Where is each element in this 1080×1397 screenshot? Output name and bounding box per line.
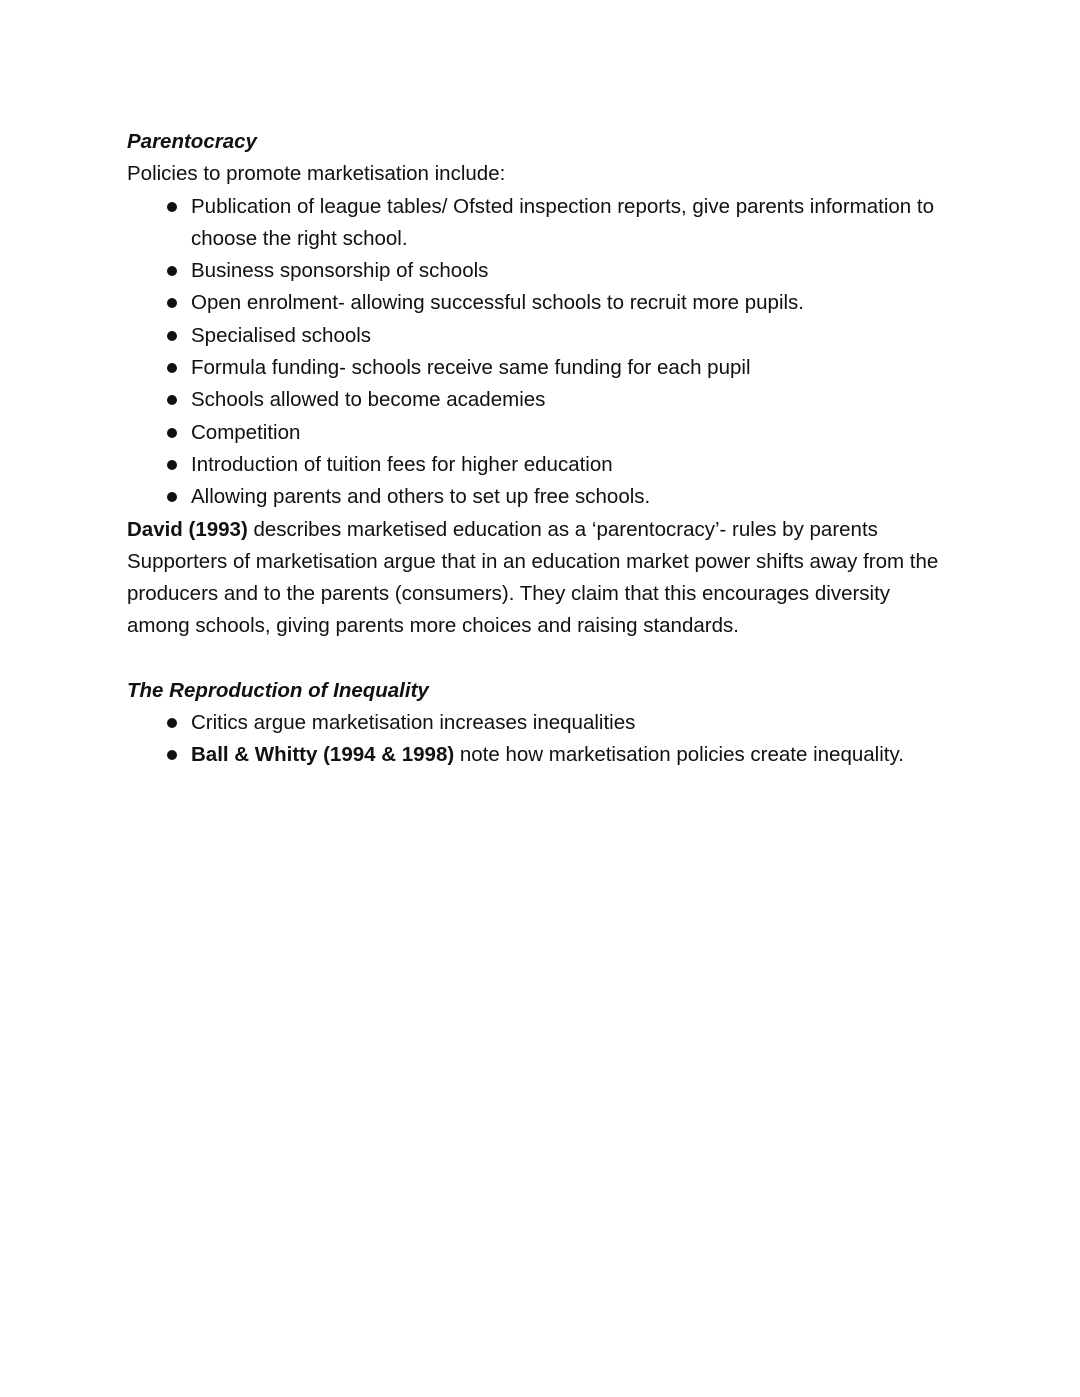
list-item: Introduction of tuition fees for higher education (127, 449, 957, 481)
list-item: Critics argue marketisation increases inequalities (127, 707, 957, 739)
ball-whitty-text: note how marketisation policies create inequality. (454, 743, 904, 767)
list-item: Publication of league tables/ Ofsted inspection reports, give parents information to choose the right school. (127, 191, 957, 256)
list-item (127, 739, 957, 771)
inequality-list (127, 707, 957, 772)
citation-david: David (1993) (127, 517, 248, 541)
list-item: Business sponsorship of schools (127, 255, 957, 287)
list-item: Specialised schools (127, 320, 957, 352)
list-item: Formula funding- schools receive same funding for each pupil (127, 352, 957, 384)
supporters-paragraph: Supporters of marketisation argue that in an education market power shifts away from the producers and to the parents (consumers). They claim that this encourages diversity among schools, giving parents more choices and raising standards. (127, 549, 939, 638)
list-item: Open enrolment- allowing successful schools to recruit more pupils. (127, 287, 957, 319)
section-spacer (127, 643, 957, 675)
document-page (127, 126, 957, 772)
david-paragraph (127, 514, 957, 546)
section-heading-parentocracy: Parentocracy (127, 130, 257, 153)
section-heading-inequality: The Reproduction of Inequality (127, 678, 429, 702)
intro-paragraph: Policies to promote marketisation include: (127, 162, 506, 186)
list-item: Schools allowed to become academies (127, 384, 957, 416)
list-item: Allowing parents and others to set up free schools. (127, 481, 957, 513)
marketisation-policies-list (127, 191, 957, 514)
citation-ball-whitty: Ball & Whitty (1994 & 1998) (191, 743, 455, 767)
david-text: describes marketised education as a ‘parentocracy’- rules by parents (247, 517, 878, 541)
list-item: Competition (127, 417, 957, 449)
